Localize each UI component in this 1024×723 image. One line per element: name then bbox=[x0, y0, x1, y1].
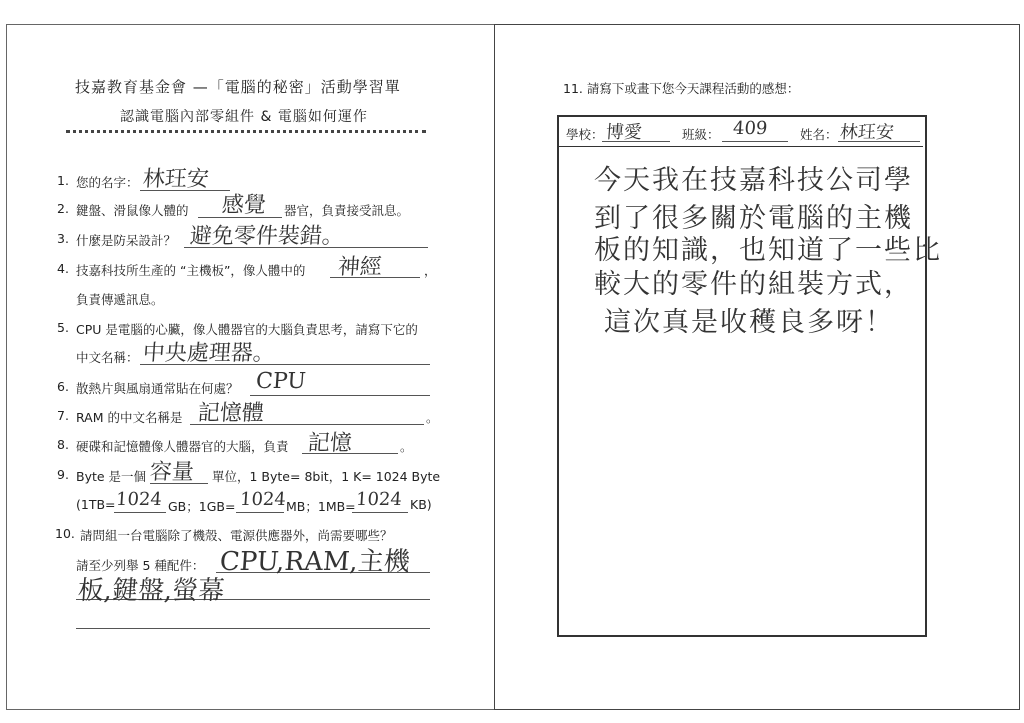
q10-answer-line-3 bbox=[76, 628, 430, 629]
left-page bbox=[6, 24, 495, 710]
q9-number: 9. bbox=[57, 467, 69, 482]
q8-number: 8. bbox=[57, 437, 69, 452]
q2-answer: 感覺 bbox=[220, 193, 267, 218]
q10-number: 10. bbox=[55, 526, 75, 541]
reflection-header-divider bbox=[557, 146, 923, 147]
school-value: 博愛 bbox=[605, 122, 643, 143]
class-label: 班級： bbox=[682, 127, 720, 142]
q9-line2-p1: (1TB= bbox=[76, 497, 116, 512]
q4-answer: 神經 bbox=[336, 255, 383, 280]
q6-answer-line bbox=[250, 395, 430, 396]
name-value: 林玨安 bbox=[839, 122, 895, 143]
q9-line2-p4: KB) bbox=[410, 497, 432, 512]
q10-text-a: 請問組一台電腦除了機殼、電源供應器外，尚需要哪些？ bbox=[80, 528, 393, 543]
q10-answer-2: 板,鍵盤,螢幕 bbox=[76, 576, 226, 606]
q7-answer: 記憶體 bbox=[196, 401, 265, 426]
essay-line-1: 今天我在技嘉科技公司學 bbox=[594, 165, 913, 196]
q9-text-b: 單位，1 Byte= 8bit，1 K= 1024 Byte bbox=[212, 469, 441, 484]
q9-line2-p3: MB；1MB= bbox=[286, 499, 356, 514]
worksheet-title: 技嘉教育基金會 —「電腦的秘密」活動學習單 bbox=[75, 78, 401, 96]
class-value: 409 bbox=[732, 118, 769, 139]
q3-answer: 避免零件裝錯。 bbox=[188, 224, 345, 249]
q9-mb-line bbox=[352, 512, 408, 513]
q6-text: 散熱片與風扇通常貼在何處？ bbox=[76, 381, 239, 396]
q7-text-b: 。 bbox=[426, 410, 439, 425]
q9-tb-line bbox=[114, 512, 166, 513]
name-label: 姓名： bbox=[800, 127, 838, 142]
q9-line2-p2: GB；1GB= bbox=[168, 499, 236, 514]
class-line bbox=[722, 141, 788, 142]
q4-number: 4. bbox=[57, 261, 69, 276]
worksheet-subtitle: 認識電腦內部零組件 & 電腦如何運作 bbox=[120, 109, 368, 125]
essay-line-3: 板的知識，也知道了一些比 bbox=[594, 235, 942, 266]
essay-line-4: 較大的零件的組裝方式， bbox=[594, 269, 913, 300]
q9-gb-answer: 1024 bbox=[239, 489, 287, 510]
q8-text: 硬碟和記憶體像人體器官的大腦，負責 bbox=[76, 439, 289, 454]
q4-text-b: ， bbox=[424, 263, 437, 278]
q9-text-a: Byte 是一個 bbox=[76, 469, 147, 484]
q11-prompt: 11. 請寫下或畫下您今天課程活動的感想： bbox=[563, 81, 800, 96]
q10-text-b: 請至少列舉 5 種配件： bbox=[76, 558, 205, 573]
q4-text-c: 負責傳遞訊息。 bbox=[76, 292, 164, 307]
q9-answer: 容量 bbox=[148, 460, 195, 485]
q1-number: 1. bbox=[57, 173, 69, 188]
q8-answer: 記憶 bbox=[306, 431, 353, 456]
q8-text-b: 。 bbox=[400, 439, 413, 454]
q7-number: 7. bbox=[57, 408, 69, 423]
q10-answer-1: CPU,RAM,主機 bbox=[218, 547, 411, 577]
q1-answer: 林玨安 bbox=[141, 167, 210, 192]
q4-text-a: 技嘉科技所生產的 “主機板”，像人體中的 bbox=[76, 263, 306, 278]
school-label: 學校： bbox=[566, 127, 604, 142]
q2-number: 2. bbox=[57, 201, 69, 216]
essay-line-5: 這次真是收穫良多呀！ bbox=[604, 307, 894, 338]
q9-tb-answer: 1024 bbox=[115, 489, 163, 510]
q6-answer: CPU bbox=[255, 369, 307, 394]
q5-text-a: CPU 是電腦的心臟，像人體器官的大腦負責思考，請寫下它的 bbox=[76, 322, 418, 337]
q5-answer: 中央處理器。 bbox=[141, 341, 276, 366]
q9-gb-line bbox=[236, 512, 284, 513]
q2-text-a: 鍵盤、滑鼠像人體的 bbox=[76, 203, 189, 218]
q3-number: 3. bbox=[57, 231, 69, 246]
q1-text: 您的名字： bbox=[76, 175, 139, 190]
q9-mb-answer: 1024 bbox=[355, 489, 403, 510]
q5-number: 5. bbox=[57, 320, 69, 335]
q6-number: 6. bbox=[57, 379, 69, 394]
q2-text-b: 器官，負責接受訊息。 bbox=[284, 203, 410, 218]
title-divider bbox=[66, 130, 426, 133]
q5-text-b: 中文名稱： bbox=[76, 350, 139, 365]
q7-text: RAM 的中文名稱是 bbox=[76, 410, 183, 425]
essay-line-2: 到了很多關於電腦的主機 bbox=[594, 203, 913, 234]
q3-text: 什麼是防呆設計？ bbox=[76, 233, 177, 248]
